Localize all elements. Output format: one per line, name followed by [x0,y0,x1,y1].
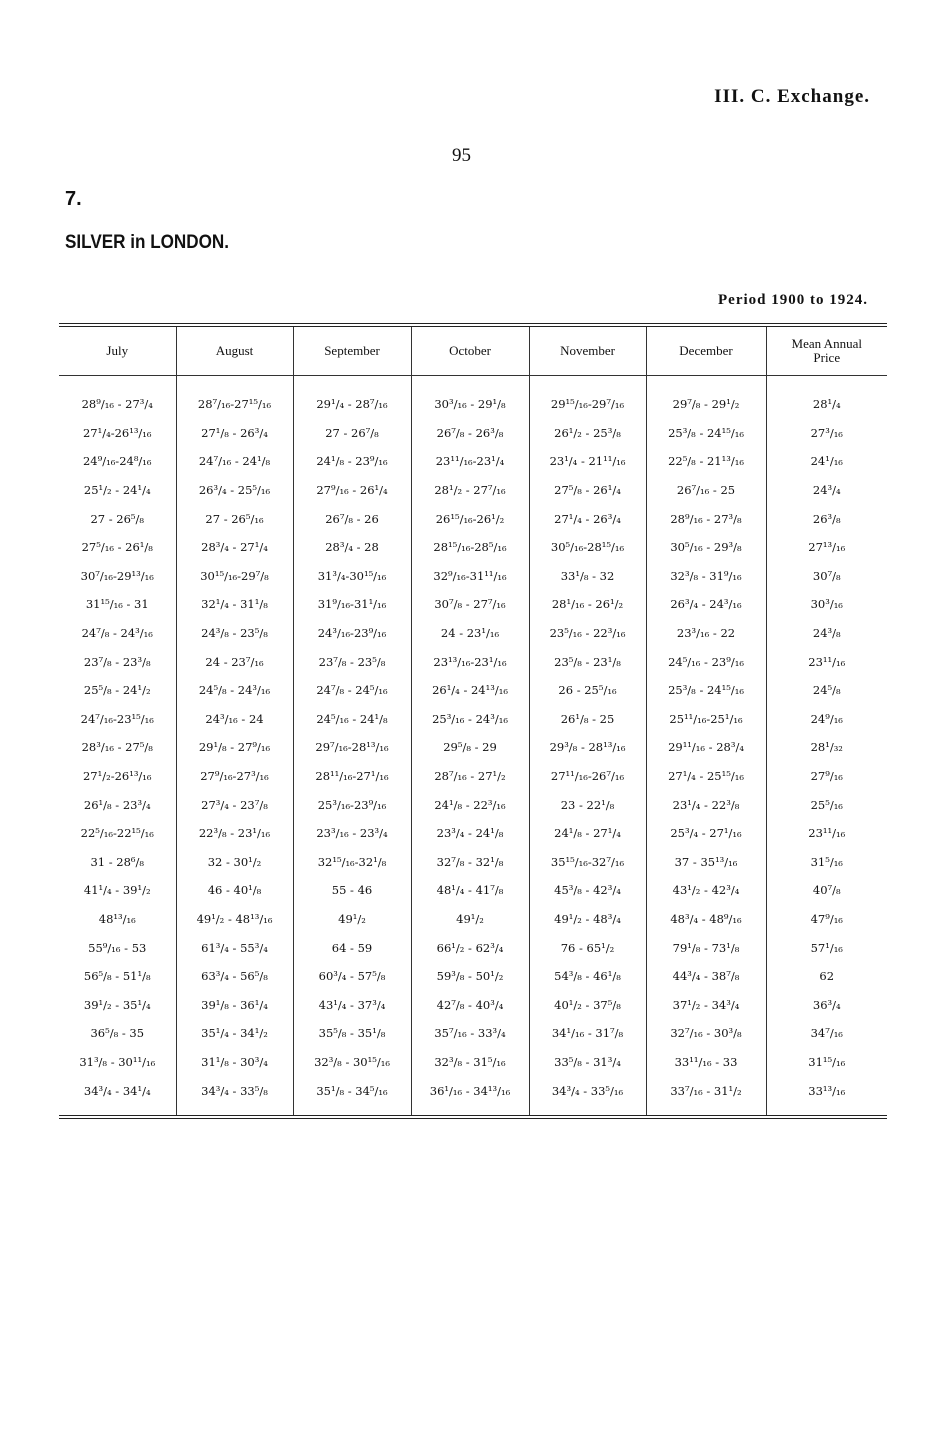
table-cell: 31¹⁵/₁₆ [766,1048,887,1077]
table-cell: 32⁷/₁₆ - 30³/₈ [646,1019,766,1048]
column-header: November [529,327,646,376]
table-cell: 25³/₈ - 24¹⁵/₁₆ [646,676,766,705]
table-row [59,905,887,934]
column-header: July [59,327,176,376]
table-cell: 48³/₄ - 48⁹/₁₆ [646,905,766,934]
table-cell: 34⁷/₁₆ [766,1019,887,1048]
table-cell: 23⁷/₈ - 23⁵/₈ [293,647,411,676]
table-cell: 32³/₈ - 30¹⁵/₁₆ [293,1048,411,1077]
page-title: SILVER in LONDON. [65,232,230,253]
table-cell: 26⁷/₈ - 26³/₈ [411,419,529,448]
table-cell: 31 - 28⁶/₈ [90,854,145,869]
table-cell: 23¹/₄ - 21¹¹/₁₆ [529,447,646,476]
table-cell: 26³/₈ [766,504,887,533]
table-cell: 30³/₁₆ [766,590,887,619]
table-cell: 31³/₄-30¹⁵/₁₆ [293,562,411,591]
table-row [59,533,887,562]
table-cell: 48¹³/₁₆ [98,911,136,926]
table-cell: 27¹³/₁₆ [766,533,887,562]
table-cell: 56⁵/₈ - 51¹/₈ [83,969,151,984]
table-row [59,619,887,648]
table-cell: 45³/₈ - 42³/₄ [529,876,646,905]
table-cell: 55 - 46 [293,876,411,905]
table-cell: 23⁵/₁₆ - 22³/₁₆ [529,619,646,648]
table-cell: 31⁹/₁₆-31¹/₁₆ [293,590,411,619]
table-cell: 26¹/₈ - 23³/₄ [83,797,151,812]
table-row [59,762,887,791]
column-header: August [176,327,293,376]
table-cell: 35⁵/₈ - 35¹/₈ [293,1019,411,1048]
table-cell: 30⁷/₁₆-29¹³/₁₆ [80,568,154,583]
table-row [59,590,887,619]
table-cell: 29¹¹/₁₆ - 28³/₄ [646,733,766,762]
table-row [59,933,887,962]
table-row [59,962,887,991]
table-cell: 24³/₈ - 23⁵/₈ [176,619,293,648]
table-cell: 41¹/₄ - 39¹/₂ [83,883,151,898]
table-cell: 25⁵/₁₆ [766,790,887,819]
table-cell: 28¹/₂ - 27⁷/₁₆ [411,476,529,505]
table-cell: 26⁷/₁₆ - 25 [646,476,766,505]
table-cell: 23¹¹/₁₆ [766,819,887,848]
table-cell: 24³/₈ [766,619,887,648]
table-cell: 23¹¹/₁₆ [766,647,887,676]
table-cell: 43¹/₂ - 42³/₄ [646,876,766,905]
table-cell: 24⁹/₁₆-24⁸/₁₆ [82,454,152,469]
table-cell: 31³/₈ - 30¹¹/₁₆ [79,1054,156,1069]
table-cell: 22³/₈ - 23¹/₁₆ [176,819,293,848]
table-cell: 28⁷/₁₆ - 27¹/₂ [411,762,529,791]
table-cell: 36¹/₁₆ - 34¹³/₁₆ [411,1076,529,1115]
table-cell: 34¹/₁₆ - 31⁷/₈ [529,1019,646,1048]
table-cell: 30⁵/₁₆-28¹⁵/₁₆ [529,533,646,562]
table-row [59,733,887,762]
table-cell: 28³/₄ - 28 [293,533,411,562]
table-row [59,447,887,476]
table-cell: 35¹⁵/₁₆-32⁷/₁₆ [529,848,646,877]
table-cell: 24⁷/₈ - 24³/₁₆ [81,626,153,641]
table-cell: 33¹/₈ - 32 [529,562,646,591]
table-cell: 25³/₁₆ - 24³/₁₆ [411,705,529,734]
column-header: September [293,327,411,376]
table-cell: 33¹¹/₁₆ - 33 [646,1048,766,1077]
table-cell: 29⁷/₈ - 29¹/₂ [646,376,766,419]
table-cell: 26¹/₄ - 24¹³/₁₆ [411,676,529,705]
table-cell: 66¹/₂ - 62³/₄ [411,933,529,962]
table-cell: 40⁷/₈ [766,876,887,905]
table-row [59,990,887,1019]
table-cell: 49¹/₂ [293,905,411,934]
table-cell: 64 - 59 [293,933,411,962]
table-cell: 28⁷/₁₆-27¹⁵/₁₆ [176,376,293,419]
table-cell: 27 - 26⁷/₈ [293,419,411,448]
table-cell: 32⁷/₈ - 32¹/₈ [411,848,529,877]
table-cell: 76 - 65¹/₂ [529,933,646,962]
table-row [59,848,887,877]
table-cell: 29¹/₈ - 27⁹/₁₆ [176,733,293,762]
table-cell: 23¹³/₁₆-23¹/₁₆ [411,647,529,676]
table-cell: 27⁹/₁₆-27³/₁₆ [176,762,293,791]
table-cell: 79¹/₈ - 73¹/₈ [646,933,766,962]
table-row [59,705,887,734]
table-cell: 28⁹/₁₆ - 27³/₈ [646,504,766,533]
table-cell: 27⁹/₁₆ - 26¹/₄ [293,476,411,505]
column-header: October [411,327,529,376]
table-cell: 26³/₄ - 24³/₁₆ [646,590,766,619]
table-cell: 29¹⁵/₁₆-29⁷/₁₆ [529,376,646,419]
table-cell: 27¹/₄ - 25¹⁵/₁₆ [646,762,766,791]
table-cell: 23¹/₄ - 22³/₈ [646,790,766,819]
table-row [59,1048,887,1077]
table-cell: 24 - 23¹/₁₆ [411,619,529,648]
table-cell: 25³/₁₆-23⁹/₁₆ [293,790,411,819]
table-cell: 27⁵/₈ - 26¹/₄ [529,476,646,505]
table-cell: 27¹/₂-26¹³/₁₆ [82,769,152,784]
table-cell: 29¹/₄ - 28⁷/₁₆ [293,376,411,419]
table-cell: 24 - 23⁷/₁₆ [176,647,293,676]
table-cell: 30⁵/₁₆ - 29³/₈ [646,533,766,562]
table-header-row [59,327,887,376]
table-cell: 28¹/₄ [766,376,887,419]
table-cell: 26 - 25⁵/₁₆ [529,676,646,705]
table-cell: 28¹/₃₂ [766,733,887,762]
table-cell: 30³/₁₆ - 29¹/₈ [411,376,529,419]
table-cell: 23⁷/₈ - 23³/₈ [83,654,151,669]
table-cell: 62 [766,962,887,991]
table-cell: 23³/₄ - 24¹/₈ [411,819,529,848]
table-cell: 33¹³/₁₆ [766,1076,887,1115]
table-row [59,676,887,705]
table-cell: 48¹/₄ - 41⁷/₈ [411,876,529,905]
table-cell: 23 - 22¹/₈ [529,790,646,819]
table-cell: 27³/₁₆ [766,419,887,448]
table-cell: 24¹/₈ - 27¹/₄ [529,819,646,848]
table-cell: 60³/₄ - 57⁵/₈ [293,962,411,991]
table-row [59,376,887,419]
table-cell: 36⁵/₈ - 35 [90,1026,145,1041]
table-cell: 33⁷/₁₆ - 31¹/₂ [646,1076,766,1115]
table-row [59,1019,887,1048]
table-cell: 47⁹/₁₆ [766,905,887,934]
table-cell: 30⁷/₈ - 27⁷/₁₆ [411,590,529,619]
table-cell: 55⁹/₁₆ - 53 [88,940,147,955]
table-cell: 26¹⁵/₁₆-26¹/₂ [411,504,529,533]
table-cell: 26⁷/₈ - 26 [293,504,411,533]
table-cell: 24³/₁₆-23⁹/₁₆ [293,619,411,648]
table-cell: 24¹/₈ - 23⁹/₁₆ [293,447,411,476]
table-cell: 27⁹/₁₆ [766,762,887,791]
page-number: 95 [452,145,471,166]
table-cell: 26¹/₈ - 25 [529,705,646,734]
table-cell: 33⁵/₈ - 31³/₄ [529,1048,646,1077]
table-cell: 27³/₄ - 23⁷/₈ [176,790,293,819]
table-cell: 24³/₄ [766,476,887,505]
table-cell: 26¹/₂ - 25³/₈ [529,419,646,448]
table-cell: 34³/₄ - 33⁵/₁₆ [529,1076,646,1115]
table-cell: 35¹/₈ - 34⁵/₁₆ [293,1076,411,1115]
column-header: December [646,327,766,376]
table-cell: 29⁷/₁₆-28¹³/₁₆ [293,733,411,762]
table-cell: 24⁷/₈ - 24⁵/₁₆ [293,676,411,705]
table-cell: 29⁵/₈ - 29 [411,733,529,762]
table-cell: 32⁹/₁₆-31¹¹/₁₆ [411,562,529,591]
table-row [59,419,887,448]
table-cell: 27⁵/₁₆ - 26¹/₈ [81,540,153,555]
table-cell: 32 - 30¹/₂ [176,848,293,877]
table-cell: 35¹/₄ - 34¹/₂ [176,1019,293,1048]
table-cell: 29³/₈ - 28¹³/₁₆ [529,733,646,762]
table-cell: 46 - 40¹/₈ [176,876,293,905]
table-cell: 49¹/₂ - 48¹³/₁₆ [176,905,293,934]
table-cell: 27¹/₈ - 26³/₄ [176,419,293,448]
table-row [59,647,887,676]
table-cell: 27 - 26⁵/₈ [90,511,145,526]
table-cell: 39¹/₂ - 35¹/₄ [83,997,151,1012]
section-header: III. C. Exchange. [714,86,870,107]
table-cell: 34³/₄ - 33⁵/₈ [176,1076,293,1115]
table-cell: 42⁷/₈ - 40³/₄ [411,990,529,1019]
table-cell: 32¹⁵/₁₆-32¹/₈ [293,848,411,877]
table-row [59,476,887,505]
table-cell: 31¹⁵/₁₆ - 31 [85,597,149,612]
table-cell: 23³/₁₆ - 22 [646,619,766,648]
table-cell: 25⁵/₈ - 24¹/₂ [83,683,151,698]
table-cell: 24⁹/₁₆ [766,705,887,734]
table-cell: 32³/₈ - 31⁹/₁₆ [646,562,766,591]
table-cell: 27¹/₄ - 26³/₄ [529,504,646,533]
table-cell: 49¹/₂ [411,905,529,934]
table-row [59,1076,887,1115]
table-cell: 28⁹/₁₆ - 27³/₄ [81,397,153,412]
table-cell: 27 - 26⁵/₁₆ [176,504,293,533]
table-cell: 61³/₄ - 55³/₄ [176,933,293,962]
period-label: Period 1900 to 1924. [718,292,868,308]
table-cell: 31⁵/₁₆ [766,848,887,877]
table-cell: 28³/₄ - 27¹/₄ [176,533,293,562]
table-cell: 39¹/₈ - 36¹/₄ [176,990,293,1019]
table-cell: 24¹/₈ - 22³/₁₆ [411,790,529,819]
table-row [59,790,887,819]
table-cell: 24⁵/₈ - 24³/₁₆ [176,676,293,705]
table-cell: 25³/₈ - 24¹⁵/₁₆ [646,419,766,448]
table-cell: 32³/₈ - 31⁵/₁₆ [411,1048,529,1077]
table-cell: 27¹/₄-26¹³/₁₆ [82,425,152,440]
table-cell: 24⁵/₁₆ - 24¹/₈ [293,705,411,734]
table-cell: 25¹/₂ - 24¹/₄ [83,483,151,498]
table-cell: 34³/₄ - 34¹/₄ [83,1083,151,1098]
table-row [59,876,887,905]
table-cell: 28³/₁₆ - 27⁵/₈ [81,740,153,755]
table-cell: 23³/₁₆ - 23³/₄ [293,819,411,848]
silver-price-table [59,323,887,1119]
section-number: 7. [65,188,82,210]
table-row [59,819,887,848]
table-cell: 32¹/₄ - 31¹/₈ [176,590,293,619]
table-cell: 24³/₁₆ - 24 [176,705,293,734]
table-cell: 24⁵/₁₆ - 23⁹/₁₆ [646,647,766,676]
table-cell: 24⁷/₁₆ - 24¹/₈ [176,447,293,476]
table-cell: 27¹¹/₁₆-26⁷/₁₆ [529,762,646,791]
table-cell: 57¹/₁₆ [766,933,887,962]
table-cell: 37¹/₂ - 34³/₄ [646,990,766,1019]
table-cell: 44³/₄ - 38⁷/₈ [646,962,766,991]
table-cell: 63³/₄ - 56⁵/₈ [176,962,293,991]
table-cell: 43¹/₄ - 37³/₄ [293,990,411,1019]
table-cell: 35⁷/₁₆ - 33³/₄ [411,1019,529,1048]
table-cell: 22⁵/₈ - 21¹³/₁₆ [646,447,766,476]
table-cell: 23¹¹/₁₆-23¹/₄ [411,447,529,476]
table-cell: 30¹⁵/₁₆-29⁷/₈ [176,562,293,591]
table-cell: 25³/₄ - 27¹/₁₆ [646,819,766,848]
table-cell: 28¹⁵/₁₆-28⁵/₁₆ [411,533,529,562]
table-cell: 49¹/₂ - 48³/₄ [529,905,646,934]
table-cell: 24⁷/₁₆-23¹⁵/₁₆ [80,711,154,726]
table-cell: 24⁵/₈ [766,676,887,705]
table-cell: 36³/₄ [766,990,887,1019]
table-cell: 37 - 35¹³/₁₆ [646,848,766,877]
table-row [59,504,887,533]
table-cell: 25¹¹/₁₆-25¹/₁₆ [646,705,766,734]
table-cell: 40¹/₂ - 37⁵/₈ [529,990,646,1019]
table-cell: 30⁷/₈ [766,562,887,591]
table-cell: 28¹¹/₁₆-27¹/₁₆ [293,762,411,791]
table-row [59,562,887,591]
table-cell: 59³/₈ - 50¹/₂ [411,962,529,991]
table-cell: 54³/₈ - 46¹/₈ [529,962,646,991]
table-cell: 24¹/₁₆ [766,447,887,476]
column-header: Mean Annual Price [766,327,887,376]
table-cell: 26³/₄ - 25⁵/₁₆ [176,476,293,505]
table-cell: 23⁵/₈ - 23¹/₈ [529,647,646,676]
table-cell: 28¹/₁₆ - 26¹/₂ [529,590,646,619]
table-cell: 31¹/₈ - 30³/₄ [176,1048,293,1077]
table-cell: 22⁵/₁₆-22¹⁵/₁₆ [80,826,154,841]
